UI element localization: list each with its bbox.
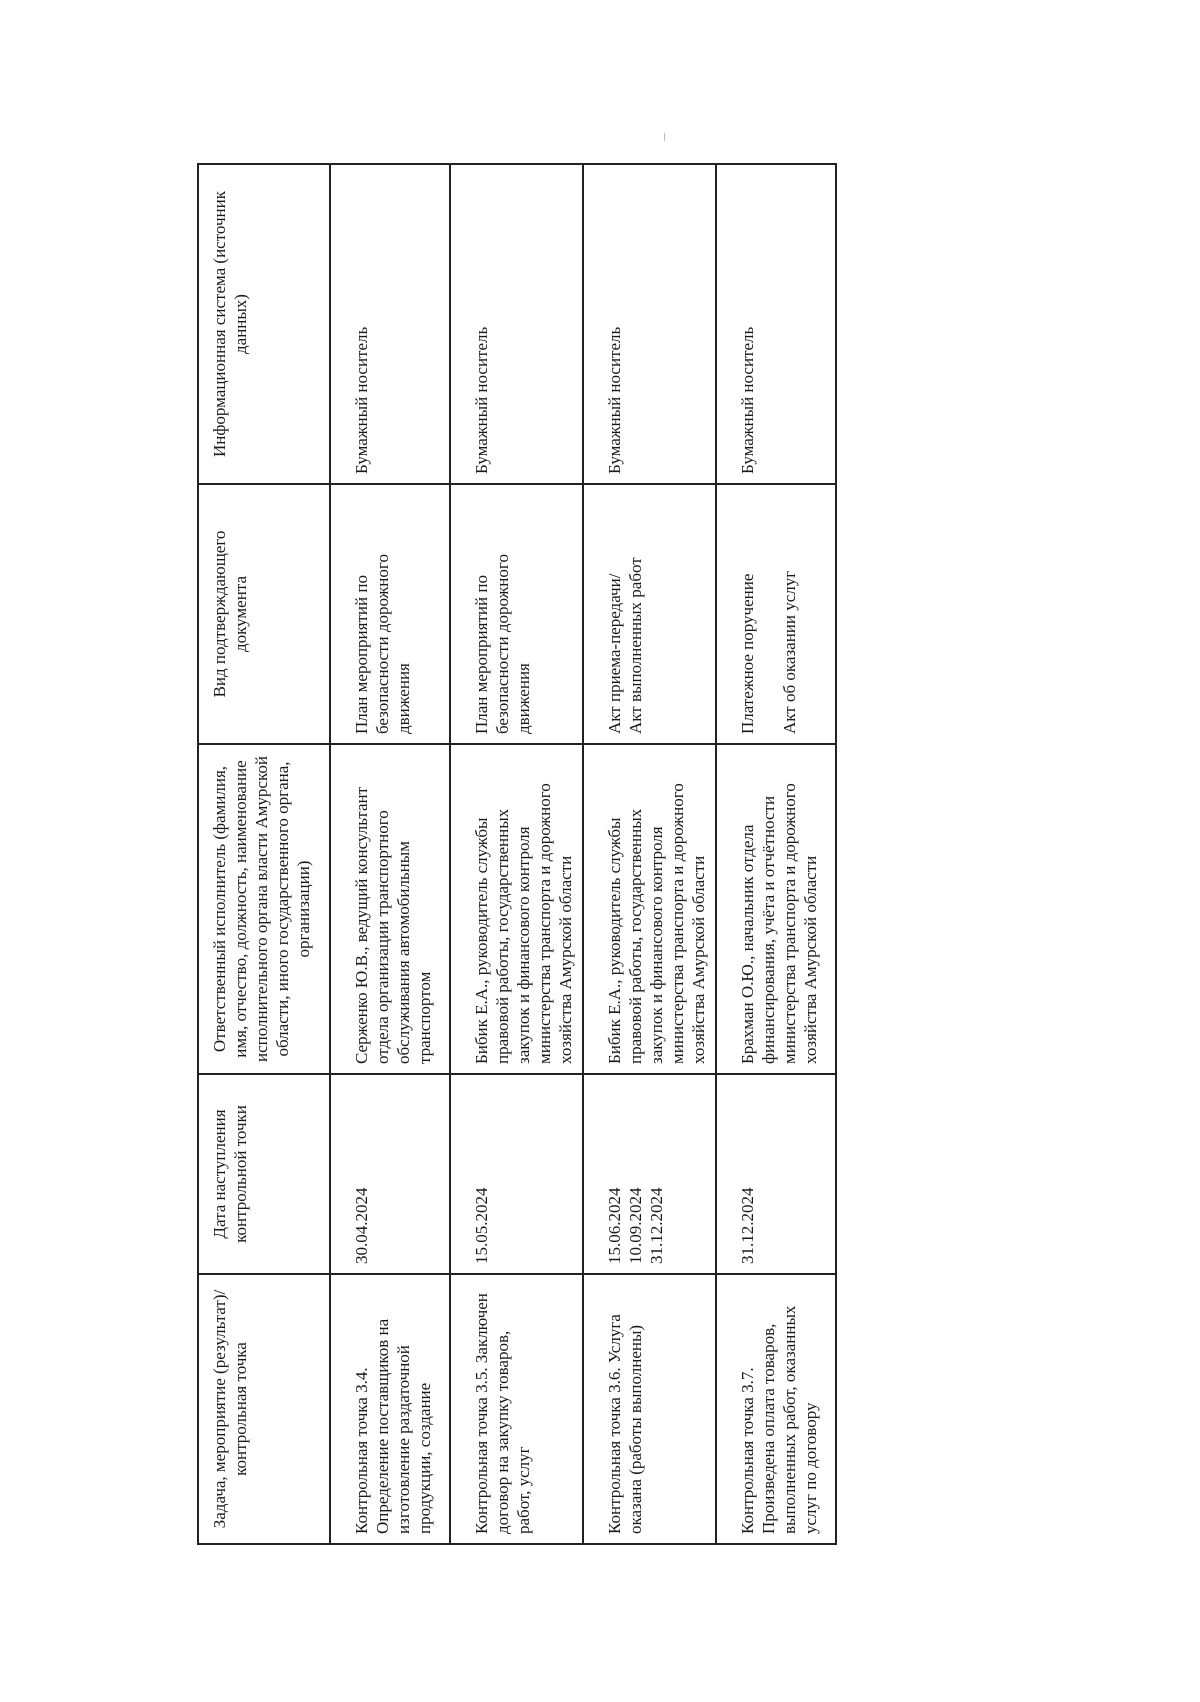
cell-responsible: Бибик Е.А., руководитель службы правовой работы, государственных закупок и финансового контроля министерства транспорта и дорожного хозяйства Амурской области — [583, 744, 716, 1074]
table-row — [450, 164, 583, 1544]
table-header-row — [198, 164, 330, 1544]
document-value: Акт приема-передачи/ — [605, 573, 624, 734]
cell-date — [716, 1074, 836, 1274]
table-row — [330, 164, 450, 1544]
date-value: 30.04.2024 — [352, 1187, 371, 1264]
document-value: Акт об оказании услуг — [780, 570, 799, 734]
cell-source: Бумажный носитель — [583, 164, 716, 484]
date-value: 31.12.2024 — [738, 1187, 757, 1264]
date-value: 10.09.2024 — [626, 1187, 645, 1264]
table-row — [583, 164, 716, 1544]
cell-document — [330, 484, 450, 744]
cell-document — [583, 484, 716, 744]
cell-date — [450, 1074, 583, 1274]
rotated-table-wrapper — [197, 165, 820, 1545]
header-responsible: Ответственный исполнитель (фамилия, имя, отчество, должность, наименование исполнительного органа власти Амурской области, иного государственного органа, организации) — [198, 744, 330, 1074]
document-spacer — [758, 494, 779, 734]
cell-task: Контрольная точка 3.6. Услуга оказана (работы выполнены) — [583, 1274, 716, 1544]
cell-task: Контрольная точка 3.7. Произведена оплата товаров, выполненных работ, оказанных услуг по договору — [716, 1274, 836, 1544]
document-value: Платежное поручение — [738, 573, 757, 734]
document-value: План мероприятий по безопасности дорожного движения — [472, 554, 533, 734]
header-date: Дата наступления контрольной точки — [198, 1074, 330, 1274]
cell-date — [330, 1074, 450, 1274]
cell-document — [450, 484, 583, 744]
document-value: План мероприятий по безопасности дорожного движения — [352, 554, 413, 734]
date-value: 15.05.2024 — [472, 1187, 491, 1264]
cell-responsible: Брахман О.Ю., начальник отдела финансирования, учёта и отчётности министерства транспорта и дорожного хозяйства Амурской области — [716, 744, 836, 1074]
cell-task: Контрольная точка 3.4. Определение поставщиков на изготовление раздаточной продукции, создание — [330, 1274, 450, 1544]
table-row — [716, 164, 836, 1544]
cell-responsible: Серженко Ю.В., ведущий консультант отдела организации транспортного обслуживания автомобильным транспортом — [330, 744, 450, 1074]
header-data-source: Информационная система (источник данных) — [198, 164, 330, 484]
date-value: 15.06.2024 — [605, 1187, 624, 1264]
cell-task: Контрольная точка 3.5. Заключен договор на закупку товаров, работ, услуг — [450, 1274, 583, 1544]
cell-source: Бумажный носитель — [450, 164, 583, 484]
document-value: Акт выполненных работ — [626, 557, 645, 734]
control-points-table — [197, 163, 837, 1545]
cell-source: Бумажный носитель — [330, 164, 450, 484]
cell-responsible: Бибик Е.А., руководитель службы правовой работы, государственных закупок и финансового контроля министерства транспорта и дорожного хозяйства Амурской области — [450, 744, 583, 1074]
page-mark — [664, 133, 665, 141]
date-value: 31.12.2024 — [647, 1187, 666, 1264]
header-task: Задача, мероприятие (результат)/контрольная точка — [198, 1274, 330, 1544]
cell-date — [583, 1074, 716, 1274]
cell-source: Бумажный носитель — [716, 164, 836, 484]
cell-document — [716, 484, 836, 744]
header-document-type: Вид подтверждающего документа — [198, 484, 330, 744]
